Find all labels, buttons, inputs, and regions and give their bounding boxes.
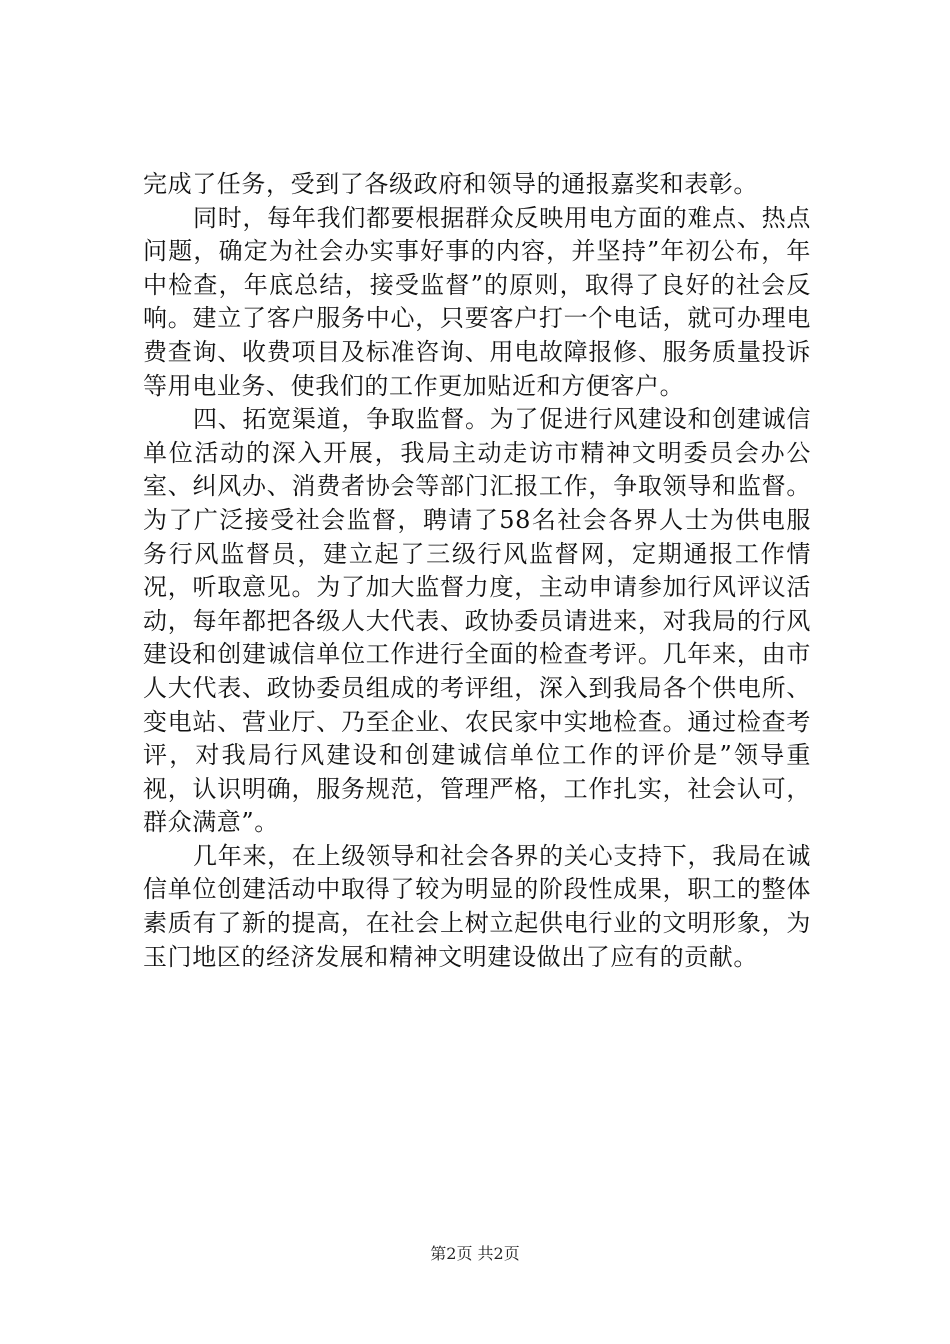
paragraph-conclusion: 几年来，在上级领导和社会各界的关心支持下，我局在诚信单位创建活动中取得了较为明显的阶段性成果，职工的整体素质有了新的提高，在社会上树立起供电行业的文明形象，为玉门地区的经济发展和精神文明建设做出了应有的贡献。 <box>143 841 811 971</box>
paragraph-supervision: 四、拓宽渠道，争取监督。为了促进行风建设和创建诚信单位活动的深入开展，我局主动走访市精神文明委员会办公室、纠风办、消费者协会等部门汇报工作，争取领导和监督。为了广泛接受社会监督，聘请了58名社会各界人士为供电服务行风监督员，建立起了三级行风监督网，定期通报工作情况，听取意见。为了加大监督力度，主动申请参加行风评议活动，每年都把各级人大代表、政协委员请进来，对我局的行风建设和创建诚信单位工作进行全面的检查考评。几年来，由市人大代表、政协委员组成的考评组，深入到我局各个供电所、变电站、营业厅、乃至企业、农民家中实地检查。通过检查考评，对我局行风建设和创建诚信单位工作的评价是”领导重视，认识明确，服务规范，管理严格，工作扎实，社会认可，群众满意”。 <box>143 405 811 837</box>
page-footer: 第2页 共2页 <box>430 1244 520 1263</box>
body-text <box>143 168 811 974</box>
paragraph-continuation: 完成了任务，受到了各级政府和领导的通报嘉奖和表彰。 <box>143 170 758 198</box>
paragraph-customer-service: 同时，每年我们都要根据群众反映用电方面的难点、热点问题，确定为社会办实事好事的内容，并坚持”年初公布，年中检查，年底总结，接受监督”的原则，取得了良好的社会反响。建立了客户服务中心，只要客户打一个电话，就可办理电费查询、收费项目及标准咨询、用电故障报修、服务质量投诉等用电业务、使我们的工作更加贴近和方便客户。 <box>143 203 811 400</box>
